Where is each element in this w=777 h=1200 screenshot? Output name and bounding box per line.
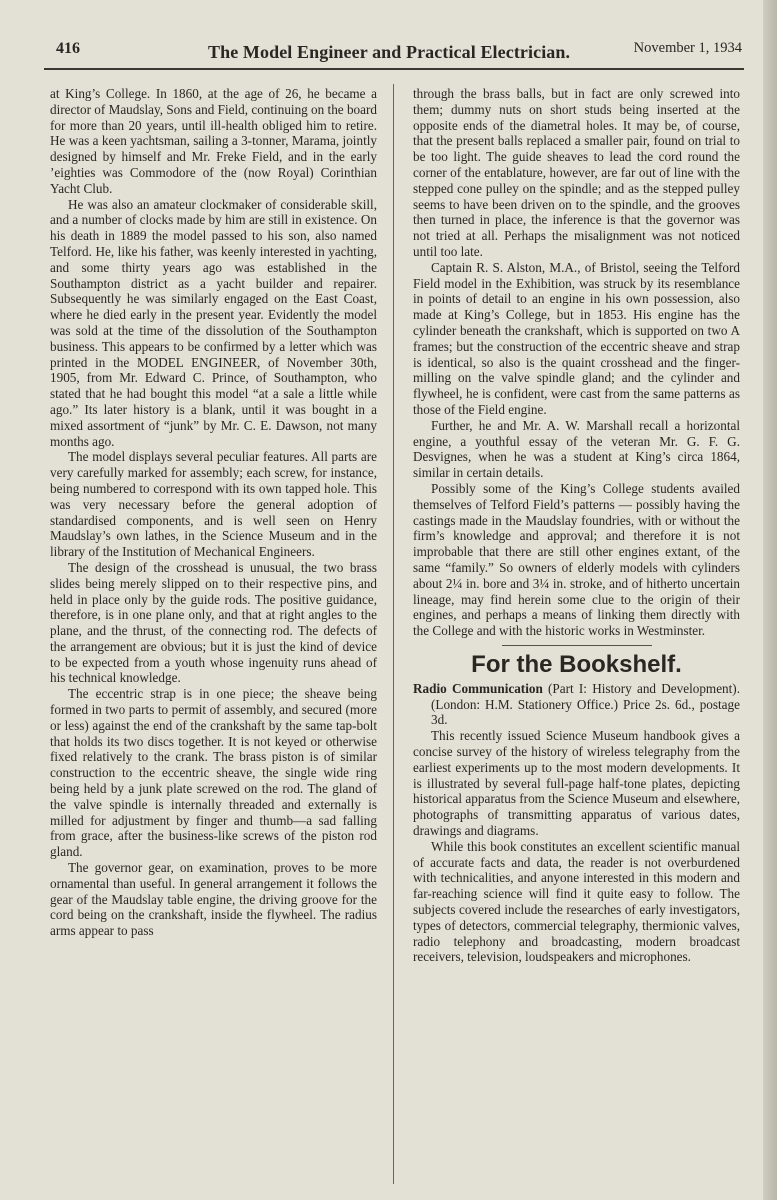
paragraph: Captain R. S. Alston, M.A., of Bristol, seeing the Telford Field model in the Exhibition, was struck by its resemblance in points of detail to an engine in his own possession, also made at King’s College, but in 1853. His engine has the cylinder beneath the crankshaft, which is supported on two A frames; but the construction of the eccentric sheave and strap is identical, so also is the quaint crosshead and the finger-milling on the valve spindle gland; and the cylinder and flywheel, he is confident, were cast from the same patterns as those of the Field engine. [413, 259, 740, 417]
page-header [56, 40, 742, 68]
section-divider [502, 645, 652, 646]
paragraph: He was also an amateur clockmaker of considerable skill, and a number of clocks made by him are still in existence. On his death in 1889 the model passed to his son, also named Telford. He, like his father, was keenly interested in yachting, and some thirty years ago was established in the Southampton district as a yacht builder and repairer. Subsequently he was similarly engaged on the East Coast, where he died early in the present year. Evidently the model was sold at the time of the dissolution of the Southampton business. This appears to be confirmed by a letter which was printed in the MODEL ENGINEER, of November 30th, 1905, from Mr. Edward C. Prince, of Southampton, who stated that he had bought this model “at a sale a little while ago.” Its later history is a blank, until it was bought in a mixed assortment of “junk” by Mr. C. E. Dawson, not many months ago. [50, 196, 377, 449]
book-title: Radio Communication [413, 680, 543, 696]
left-column [50, 86, 377, 939]
column-divider [393, 84, 394, 1184]
paragraph: The governor gear, on examination, proves to be more ornamental than useful. In general arrangement it follows the gear of the Maudslay table engine, the driving groove for the cord being on the crankshaft, inside the flywheel. The radius arms appear to pass [50, 860, 377, 939]
paragraph: at King’s College. In 1860, at the age of 26, he became a director of Maudslay, Sons and Field, continuing on the board for more than 20 years, until ill-health obliged him to retire. He was a keen yachtsman, sailing a 3-tonner, Marama, jointly designed by himself and Mr. Freke Field, and in the early ’eighties was Commodore of the (now Royal) Corinthian Yacht Club. [50, 86, 377, 196]
review-paragraph: This recently issued Science Museum handbook gives a concise survey of the history of wireless telegraphy from the earliest experiments up to the most modern developments. It is illustrated by several full-page half-tone plates, depicting historical apparatus from the Science Museum and elsewhere, photographs of transmitting apparatus of various dates, drawings and diagrams. [413, 728, 740, 839]
issue-date: November 1, 1934 [633, 40, 742, 56]
journal-title: The Model Engineer and Practical Electrician. [208, 42, 571, 62]
right-column [413, 86, 740, 965]
page-edge [763, 0, 777, 1200]
book-details: (Part I: History and Development). (London: H.M. Stationery Office.) Price 2s. 6d., postage 3d. [431, 680, 740, 728]
paragraph: through the brass balls, but in fact are only screwed into them; dummy nuts on short studs being inserted at the opposite ends of the diametral holes. It may be, of course, that the present balls replaced a smaller pair, found on trial to be too light. The guide sheaves to lead the cord round the corner of the entablature, however, are far out of line with the stepped cone pulley on the spindle; and as the stepped pulley seems to have been driven on to the spindle, and the grooves then turned in place, the inference is that the governor was not tried at all. Perhaps the misalignment was not noticed until too late. [413, 86, 740, 259]
review-paragraph: While this book constitutes an excellent scientific manual of accurate facts and data, the reader is not overburdened with technicalities, and anyone interested in this modern and far-reaching science will find it quite easy to follow. The subjects covered include the researches of early investigators, types of detectors, commercial telegraphy, thermionic valves, radio telephony and broadcasting, modern broadcast receivers, television, loudspeakers and microphones. [413, 838, 740, 965]
paragraph: The design of the crosshead is unusual, the two brass slides being merely slipped on to their respective pins, and held in place only by the guide rods. The positive guidance, therefore, is in one plane only, and that at right angles to the plane, and the thrust, of the connecting rod. The defects of the arrangement are obvious; but it is just the kind of device to be expected from a youth whose ingenuity runs ahead of his technical knowledge. [50, 559, 377, 686]
paragraph: Possibly some of the King’s College students availed themselves of Telford Field’s patterns — possibly having the castings made in the Maudslay foundries, with or without the firm’s knowledge and approval; and therefore it is not improbable that there are still other engines extant, of the same “family.” So owners of elderly models with cylinders about 2¼ in. bore and 3¼ in. stroke, and of hitherto uncertain lineage, may find herein some clue to the origin of their engines, and perhaps a means of linking them directly with the College and with the historic works in Westminster. [413, 480, 740, 639]
paragraph: The model displays several peculiar features. All parts are very carefully marked for assembly; each screw, for instance, being numbered to correspond with its own tapped hole. This was very necessary before the general adoption of standardised components, and is well seen on Henry Maudslay’s own lathes, in the Science Museum and in the library of the Institution of Mechanical Engineers. [50, 449, 377, 560]
book-entry [413, 681, 740, 728]
paragraph: Further, he and Mr. A. W. Marshall recall a horizontal engine, a youthful essay of the veteran Mr. G. F. G. Desvignes, when he was a student at King’s circa 1864, similar in certain details. [413, 417, 740, 481]
paragraph: The eccentric strap is in one piece; the sheave being formed in two parts to permit of assembly, and secured (more or less) against the end of the crankshaft by the same tap-bolt that holds its two discs together. It is not keyed or otherwise fixed relatively to the crank. The brass piston is of similar construction to the eccentric sheave, the single wide ring being held by a junk plate screwed on the rod. The gland of the valve spindle is internally threaded and externally is milled for adjustment by finger and thumb—a sad falling from grace, after the business-like screws of the piston rod gland. [50, 686, 377, 860]
bookshelf-heading: For the Bookshelf. [471, 650, 682, 678]
page-number: 416 [56, 40, 80, 57]
header-rule [44, 68, 744, 70]
